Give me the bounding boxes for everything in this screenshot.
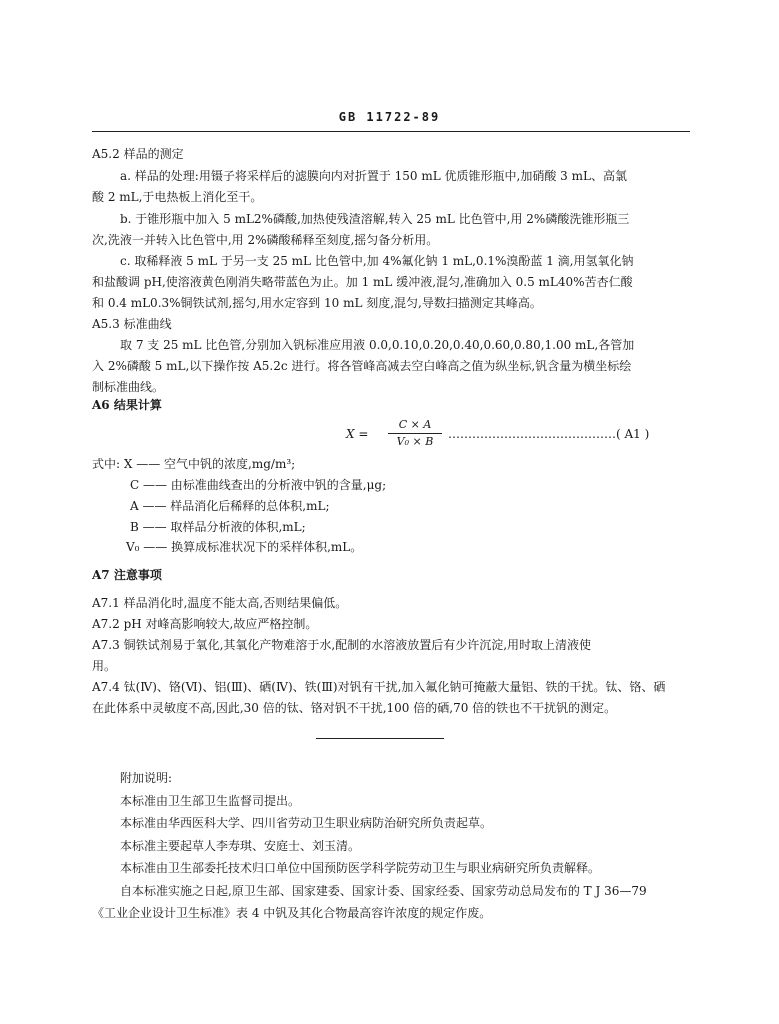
a6-heading: A6 结果计算: [92, 398, 162, 412]
a72-item: A7.2 pH 对峰高影响较大,故应严格控制。: [92, 617, 318, 631]
a74-line-1: A7.4 钛(Ⅳ)、铬(Ⅵ)、铝(Ⅲ)、硒(Ⅳ)、铁(Ⅲ)对钒有干扰,加入氟化钠可掩蔽大量铝、铁的干扰。钛、铬、硒: [92, 680, 666, 694]
a52a-line-1: a. 样品的处理:用镊子将采样后的滤膜向内对折置于 150 mL 优质锥形瓶中,加硝酸 3 mL、高氯: [120, 169, 627, 183]
appendix-line-6: 《工业企业设计卫生标准》表 4 中钒及其化合物最高容许浓度的规定作废。: [92, 906, 492, 920]
where-a: A —— 样品消化后稀释的总体积,mL;: [130, 499, 330, 513]
a73-line-1: A7.3 铜铁试剂易于氧化,其氧化产物难溶于水,配制的水溶液放置后有少许沉淀,用时取上清液使: [92, 638, 592, 652]
standard-code-header: GB 11722-89: [338, 110, 441, 124]
section-divider: [316, 738, 444, 739]
a73-line-2: 用。: [92, 659, 117, 673]
a53-line-1: 取 7 支 25 mL 比色管,分别加入钒标准应用液 0.0,0.10,0.20,0.40,0.60,0.80,1.00 mL,各管加: [120, 338, 635, 352]
formula-denominator: V₀ × B: [396, 435, 434, 448]
header-rule: [92, 131, 690, 132]
appendix-line-1: 本标准由卫生部卫生监督司提出。: [120, 794, 301, 808]
appendix-line-2: 本标准由华西医科大学、四川省劳动卫生职业病防治研究所负责起草。: [120, 816, 493, 830]
a53-line-2: 入 2%磷酸 5 mL,以下操作按 A5.2c 进行。将各管峰高减去空白峰高之值为纵坐标,钒含量为横坐标绘: [92, 359, 632, 373]
a7-heading: A7 注意事项: [92, 568, 162, 582]
appendix-heading: 附加说明:: [120, 771, 173, 785]
appendix-line-3: 本标准主要起草人李寿琪、安庭士、刘玉清。: [120, 839, 361, 853]
a52b-line-2: 次,洗液一并转入比色管中,用 2%磷酸稀释至刻度,摇匀备分析用。: [92, 233, 439, 247]
a53-line-3: 制标准曲线。: [92, 380, 165, 394]
fraction-bar: [388, 433, 442, 434]
a52c-line-1: c. 取稀释液 5 mL 于另一支 25 mL 比色管中,加 4%氟化钠 1 mL,0.1%溴酚蓝 1 滴,用氢氧化钠: [120, 254, 634, 268]
where-x: 式中: X —— 空气中钒的浓度,mg/m³;: [92, 457, 296, 471]
a52c-line-3: 和 0.4 mL0.3%铜铁试剂,摇匀,用水定容到 10 mL 刻度,混匀,导数扫描测定其峰高。: [92, 296, 542, 310]
where-b: B —— 取样品分析液的体积,mL;: [130, 520, 306, 534]
where-c: C —— 由标准曲线查出的分析液中钒的含量,μg;: [130, 478, 387, 492]
a71-item: A7.1 样品消化时,温度不能太高,否则结果偏低。: [92, 596, 348, 610]
appendix-line-4: 本标准由卫生部委托技术归口单位中国预防医学科学院劳动卫生与职业病研究所负责解释。: [120, 861, 601, 875]
where-v0: V₀ —— 换算成标准状况下的采样体积,mL。: [126, 540, 363, 554]
a53-heading: A5.3 标准曲线: [92, 317, 172, 331]
appendix-line-5: 自本标准实施之日起,原卫生部、国家建委、国家计委、国家经委、国家劳动总局发布的 T J 36—79: [120, 884, 647, 898]
a52-heading: A5.2 样品的测定: [92, 147, 184, 161]
a52c-line-2: 和盐酸调 pH,使溶液黄色刚消失略带蓝色为止。加 1 mL 缓冲液,混匀,准确加入 0.5 mL40%苦杏仁酸: [92, 275, 633, 289]
formula-numerator: C × A: [398, 418, 432, 431]
a52a-line-2: 酸 2 mL,于电热板上消化至干。: [92, 190, 263, 204]
a52b-line-1: b. 于锥形瓶中加入 5 mL2%磷酸,加热使残渣溶解,转入 25 mL 比色管中,用 2%磷酸洗锥形瓶三: [120, 212, 630, 226]
formula-number: ……………………………………( A1 ): [448, 427, 650, 441]
formula-lhs: X =: [346, 427, 369, 441]
a74-line-2: 在此体系中灵敏度不高,因此,30 倍的钛、铬对钒不干扰,100 倍的硒,70 倍的铁也不干扰钒的测定。: [92, 701, 617, 715]
